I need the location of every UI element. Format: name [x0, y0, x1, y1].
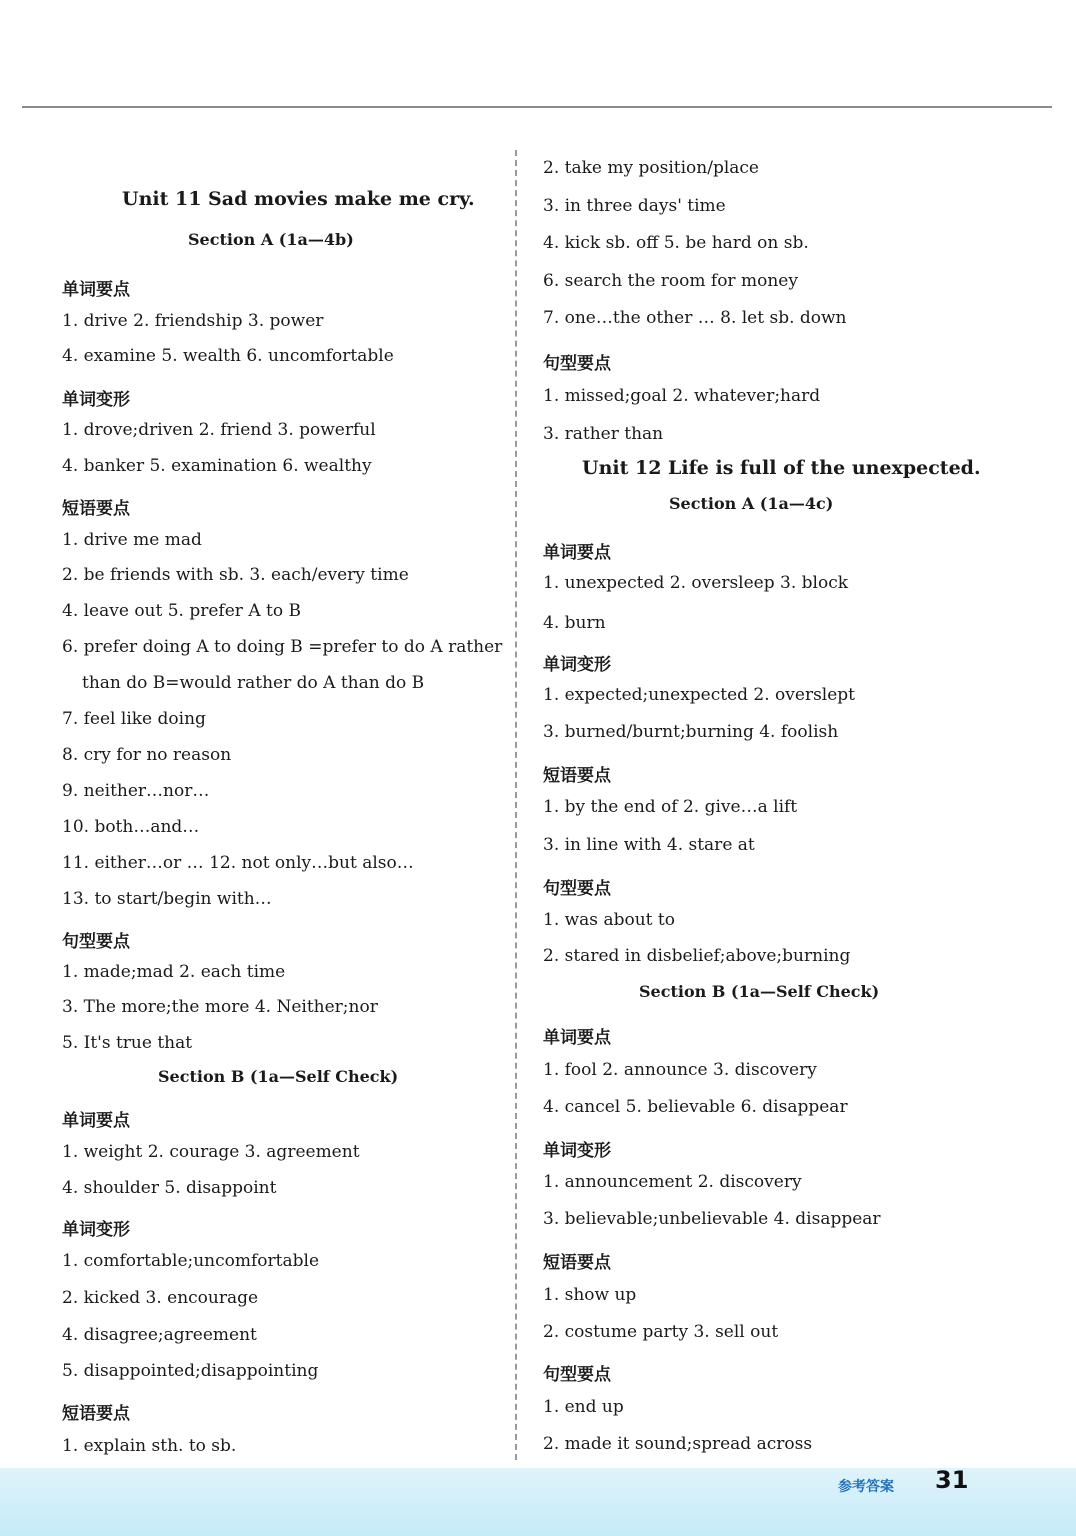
answer-line: 1. unexpected 2. oversleep 3. block — [543, 573, 849, 593]
unit-11-section-a-title: Section A (1a—4b) — [188, 230, 354, 249]
heading-phrase-points: 短语要点 — [543, 766, 611, 786]
unit-12-section-a-title: Section A (1a—4c) — [669, 494, 834, 513]
answer-line: 2. stared in disbelief;above;burning — [543, 946, 851, 966]
footer-label: 参考答案 — [838, 1479, 894, 1495]
answer-line: 1. explain sth. to sb. — [62, 1436, 237, 1456]
heading-sentence-points: 句型要点 — [543, 1365, 611, 1385]
answer-line: 1. by the end of 2. give…a lift — [543, 797, 798, 817]
answer-line: 6. prefer doing A to doing B =prefer to do A rather — [62, 637, 503, 657]
unit-11-title: Unit 11 Sad movies make me cry. — [122, 188, 475, 210]
answer-line: 5. disappointed;disappointing — [62, 1361, 319, 1381]
answer-line: 8. cry for no reason — [62, 745, 232, 765]
answer-line: 2. made it sound;spread across — [543, 1434, 813, 1454]
answer-line: 1. drive me mad — [62, 530, 202, 550]
page-number: 31 — [935, 1466, 969, 1494]
answer-line: 1. drove;driven 2. friend 3. powerful — [62, 420, 376, 440]
answer-line: 3. believable;unbelievable 4. disappear — [543, 1209, 881, 1229]
heading-word-points: 单词要点 — [543, 1028, 611, 1048]
column-divider — [515, 150, 517, 1460]
heading-sentence-points: 句型要点 — [543, 879, 611, 899]
answer-line: 1. made;mad 2. each time — [62, 962, 286, 982]
answer-line: 3. rather than — [543, 424, 664, 444]
answer-line: 1. was about to — [543, 910, 675, 930]
answer-line: 4. examine 5. wealth 6. uncomfortable — [62, 346, 394, 366]
answer-line: 1. end up — [543, 1397, 624, 1417]
answer-line: 4. leave out 5. prefer A to B — [62, 601, 301, 621]
answer-line: 4. burn — [543, 613, 606, 633]
heading-phrase-points: 短语要点 — [543, 1253, 611, 1273]
unit-12-section-b-title: Section B (1a—Self Check) — [639, 982, 880, 1001]
answer-line: 7. feel like doing — [62, 709, 206, 729]
heading-word-forms: 单词变形 — [62, 390, 130, 410]
answer-line: than do B=would rather do A than do B — [82, 673, 425, 693]
heading-word-points: 单词要点 — [62, 1111, 130, 1131]
answer-line: 5. It's true that — [62, 1033, 193, 1053]
heading-word-points: 单词要点 — [62, 280, 130, 300]
answer-line: 1. comfortable;uncomfortable — [62, 1251, 320, 1271]
answer-line: 7. one…the other … 8. let sb. down — [543, 308, 847, 328]
answer-line: 1. fool 2. announce 3. discovery — [543, 1060, 817, 1080]
answer-line: 3. burned/burnt;burning 4. foolish — [543, 722, 839, 742]
answer-line: 4. disagree;agreement — [62, 1325, 257, 1345]
answer-line: 1. missed;goal 2. whatever;hard — [543, 386, 821, 406]
answer-line: 3. The more;the more 4. Neither;nor — [62, 997, 378, 1017]
heading-word-points: 单词要点 — [543, 543, 611, 563]
heading-word-forms: 单词变形 — [543, 655, 611, 675]
answer-line: 6. search the room for money — [543, 271, 798, 291]
answer-line: 4. cancel 5. believable 6. disappear — [543, 1097, 848, 1117]
answer-line: 2. be friends with sb. 3. each/every time — [62, 565, 409, 585]
answer-line: 2. kicked 3. encourage — [62, 1288, 259, 1308]
answer-line: 13. to start/begin with… — [62, 889, 272, 909]
answer-line: 1. show up — [543, 1285, 637, 1305]
answer-line: 3. in line with 4. stare at — [543, 835, 755, 855]
top-rule — [22, 106, 1052, 108]
answer-line: 10. both…and… — [62, 817, 200, 837]
answer-line: 11. either…or … 12. not only…but also… — [62, 853, 414, 873]
answer-line: 2. take my position/place — [543, 158, 759, 178]
heading-sentence-points: 句型要点 — [62, 932, 130, 952]
unit-12-title: Unit 12 Life is full of the unexpected. — [582, 457, 981, 479]
answer-line: 4. banker 5. examination 6. wealthy — [62, 456, 372, 476]
answer-line: 4. shoulder 5. disappoint — [62, 1178, 277, 1198]
heading-phrase-points: 短语要点 — [62, 499, 130, 519]
heading-word-forms: 单词变形 — [62, 1220, 130, 1240]
heading-phrase-points: 短语要点 — [62, 1404, 130, 1424]
footer-band — [0, 1468, 1076, 1536]
answer-line: 4. kick sb. off 5. be hard on sb. — [543, 233, 809, 253]
heading-word-forms: 单词变形 — [543, 1141, 611, 1161]
answer-line: 1. expected;unexpected 2. overslept — [543, 685, 856, 705]
answer-line: 1. weight 2. courage 3. agreement — [62, 1142, 360, 1162]
answer-line: 1. announcement 2. discovery — [543, 1172, 802, 1192]
answer-line: 1. drive 2. friendship 3. power — [62, 311, 324, 331]
answer-line: 2. costume party 3. sell out — [543, 1322, 779, 1342]
answer-line: 3. in three days' time — [543, 196, 726, 216]
answer-line: 9. neither…nor… — [62, 781, 210, 801]
unit-11-section-b-title: Section B (1a—Self Check) — [158, 1067, 399, 1086]
heading-sentence-points: 句型要点 — [543, 354, 611, 374]
